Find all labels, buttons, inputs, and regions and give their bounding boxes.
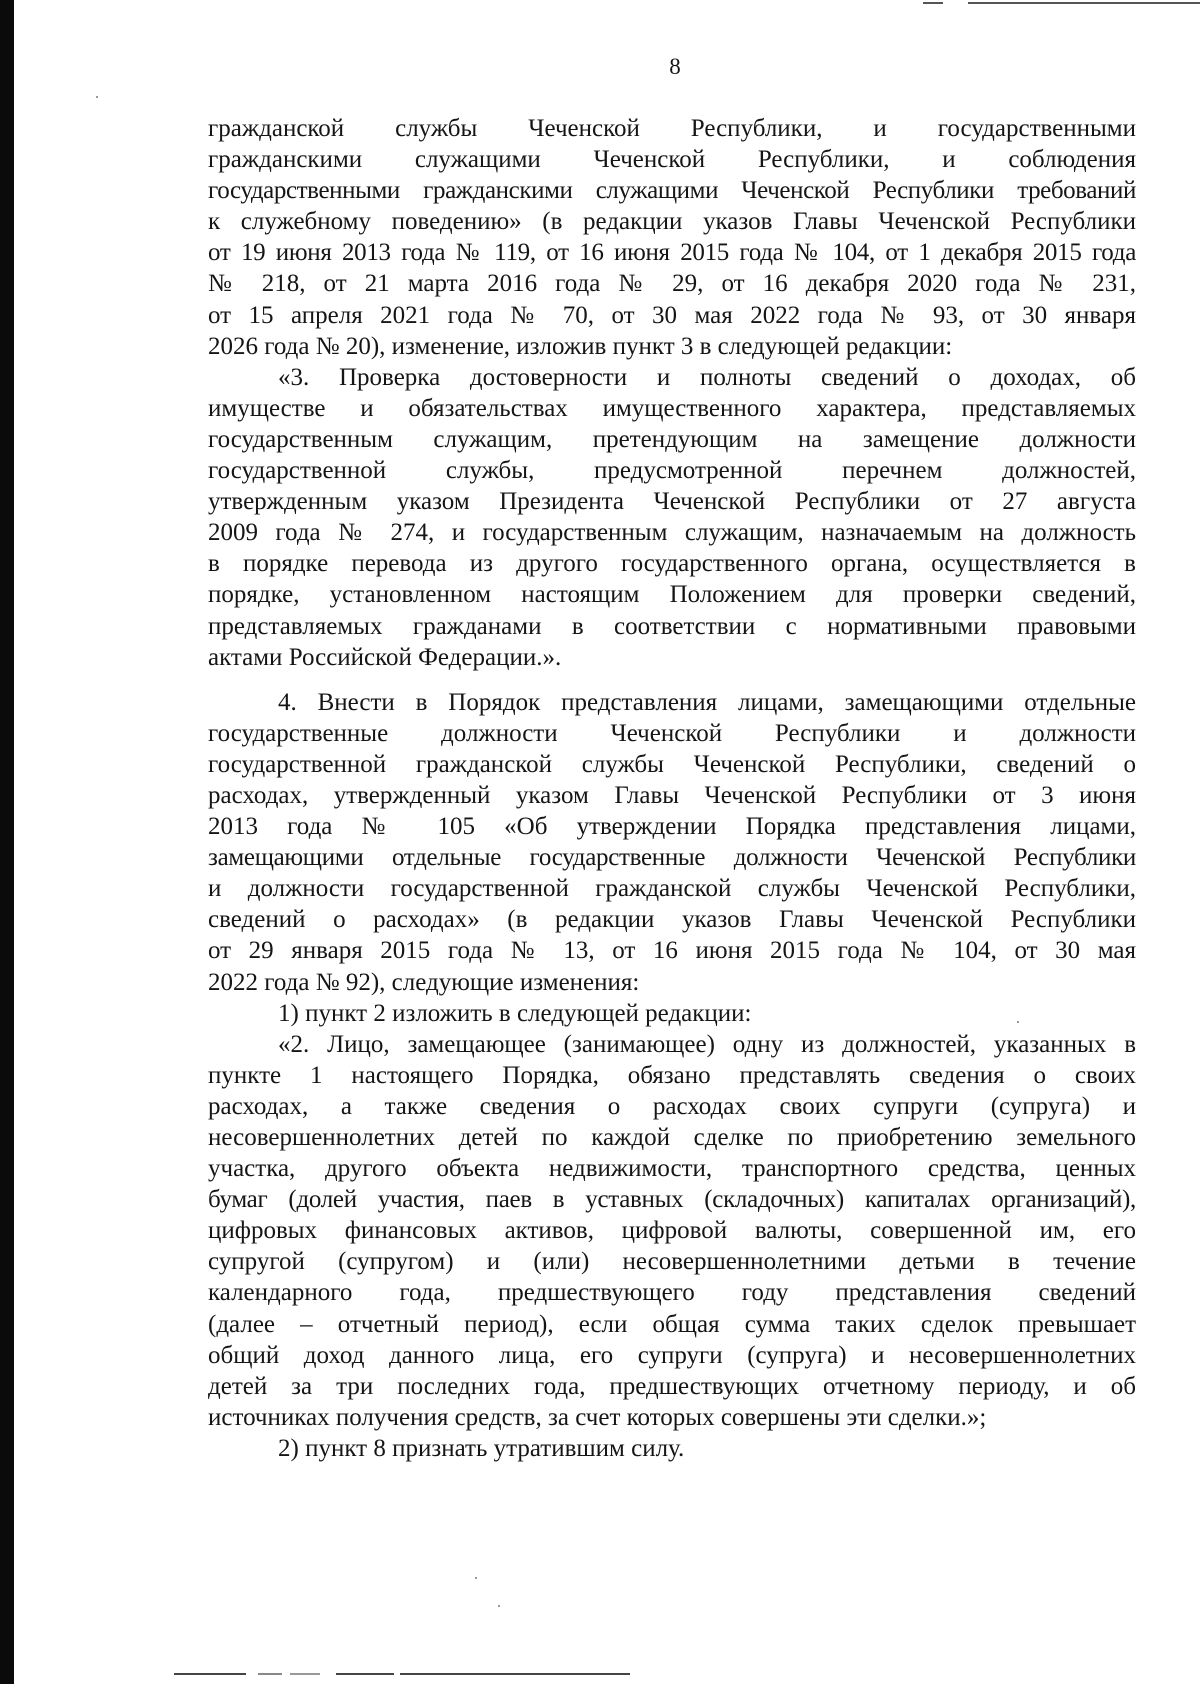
text-line: детей за три последних года, предшествующих отчетному периоду, и об [208, 1372, 1136, 1400]
text-line: участка, другого объекта недвижимости, транспортного средства, ценных [208, 1155, 1136, 1183]
text-line: гражданскими служащими Чеченской Республики, и соблюдения [208, 146, 1136, 174]
text-line: календарного года, предшествующего году представления сведений [208, 1279, 1136, 1307]
scan-speck [96, 96, 98, 98]
text-line: от 19 июня 2013 года № 119, от 16 июня 2015 года № 104, от 1 декабря 2015 года [208, 239, 1136, 267]
scan-rule-bottom [290, 1673, 320, 1675]
text-line: государственные должности Чеченской Республики и должности [208, 719, 1136, 747]
text-line: цифровых финансовых активов, цифровой валюты, совершенной им, его [208, 1217, 1136, 1245]
text-line: источниках получения средств, за счет которых совершены эти сделки.»; [208, 1403, 987, 1431]
text-line: государственной службы, предусмотренной перечнем должностей, [208, 457, 1136, 485]
text-line: от 15 апреля 2021 года № 70, от 30 мая 2022 года № 93, от 30 января [208, 301, 1136, 329]
text-line: супругой (супругом) и (или) несовершеннолетними детьми в течение [208, 1248, 1136, 1276]
scan-rule-bottom [174, 1673, 246, 1675]
text-line: к служебному поведению» (в редакции указов Главы Чеченской Республики [208, 208, 1136, 236]
text-line: расходах, а также сведения о расходах своих супруги (супруга) и [208, 1092, 1136, 1120]
scan-rule-bottom [258, 1673, 282, 1675]
text-line: 2022 года № 92), следующие изменения: [208, 968, 640, 996]
paragraph-gap [208, 673, 1136, 687]
text-line: 2026 года № 20), изменение, изложив пункт 3 в следующей редакции: [208, 332, 953, 360]
scan-rule-bottom [336, 1673, 394, 1675]
scan-speck [498, 1605, 500, 1607]
scan-mark-top [923, 2, 943, 4]
text-line: «3. Проверка достоверности и полноты сведений о доходах, об [278, 363, 1136, 391]
text-line: государственной гражданской службы Чеченской Республики, сведений о [208, 750, 1136, 778]
text-line: государственными гражданскими служащими Чеченской Республики требований [208, 177, 1136, 205]
text-line: 2) пункт 8 признать утратившим силу. [278, 1434, 685, 1462]
text-line: 1) пункт 2 изложить в следующей редакции: [278, 999, 752, 1027]
scan-rule-bottom [400, 1673, 630, 1675]
text-line: бумаг (долей участия, паев в уставных (складочных) капиталах организаций), [208, 1186, 1136, 1214]
text-line: 2013 года № 105 «Об утверждении Порядка представления лицами, [208, 813, 1136, 841]
text-line: общий доход данного лица, его супруги (супруга) и несовершеннолетних [208, 1341, 1136, 1369]
text-line: порядке, установленном настоящим Положением для проверки сведений, [208, 581, 1136, 609]
text-line: 2009 года № 274, и государственным служащим, назначаемым на должность [208, 519, 1136, 547]
text-line: несовершеннолетних детей по каждой сделке по приобретению земельного [208, 1124, 1136, 1151]
text-line: имуществе и обязательствах имущественного характера, представляемых [208, 394, 1136, 422]
scan-speck [475, 1577, 477, 1579]
text-line: расходах, утвержденный указом Главы Чеченской Республики от 3 июня [208, 781, 1136, 809]
text-line: гражданской службы Чеченской Республики, и государственными [208, 115, 1136, 142]
text-line: сведений о расходах» (в редакции указов Главы Чеченской Республики [208, 906, 1136, 934]
scan-edge [0, 0, 14, 1684]
text-line: в порядке перевода из другого государственного органа, осуществляется в [208, 550, 1136, 578]
scan-rule-top [968, 2, 1200, 4]
text-line: от 29 января 2015 года № 13, от 16 июня 2015 года № 104, от 30 мая [208, 937, 1136, 965]
page-number: 8 [669, 54, 681, 79]
text-line: представляемых гражданами в соответствии с нормативными правовыми [208, 612, 1136, 640]
text-line: замещающими отдельные государственные должности Чеченской Республики [208, 844, 1136, 872]
text-line: 4. Внести в Порядок представления лицами, замещающими отдельные [278, 688, 1136, 716]
text-line: пункте 1 настоящего Порядка, обязано представлять сведения о своих [208, 1061, 1136, 1089]
text-line: утвержденным указом Президента Чеченской Республики от 27 августа [208, 488, 1136, 516]
text-line: (далее – отчетный период), если общая сумма таких сделок превышает [208, 1310, 1136, 1338]
text-line: и должности государственной гражданской службы Чеченской Республики, [208, 875, 1136, 903]
document-body [208, 113, 1136, 1464]
text-line: «2. Лицо, замещающее (занимающее) одну из должностей, указанных в [278, 1030, 1136, 1058]
text-line: актами Российской Федерации.». [208, 643, 562, 671]
text-line: № 218, от 21 марта 2016 года № 29, от 16 декабря 2020 года № 231, [208, 270, 1136, 298]
text-line: государственным служащим, претендующим на замещение должности [208, 425, 1136, 453]
